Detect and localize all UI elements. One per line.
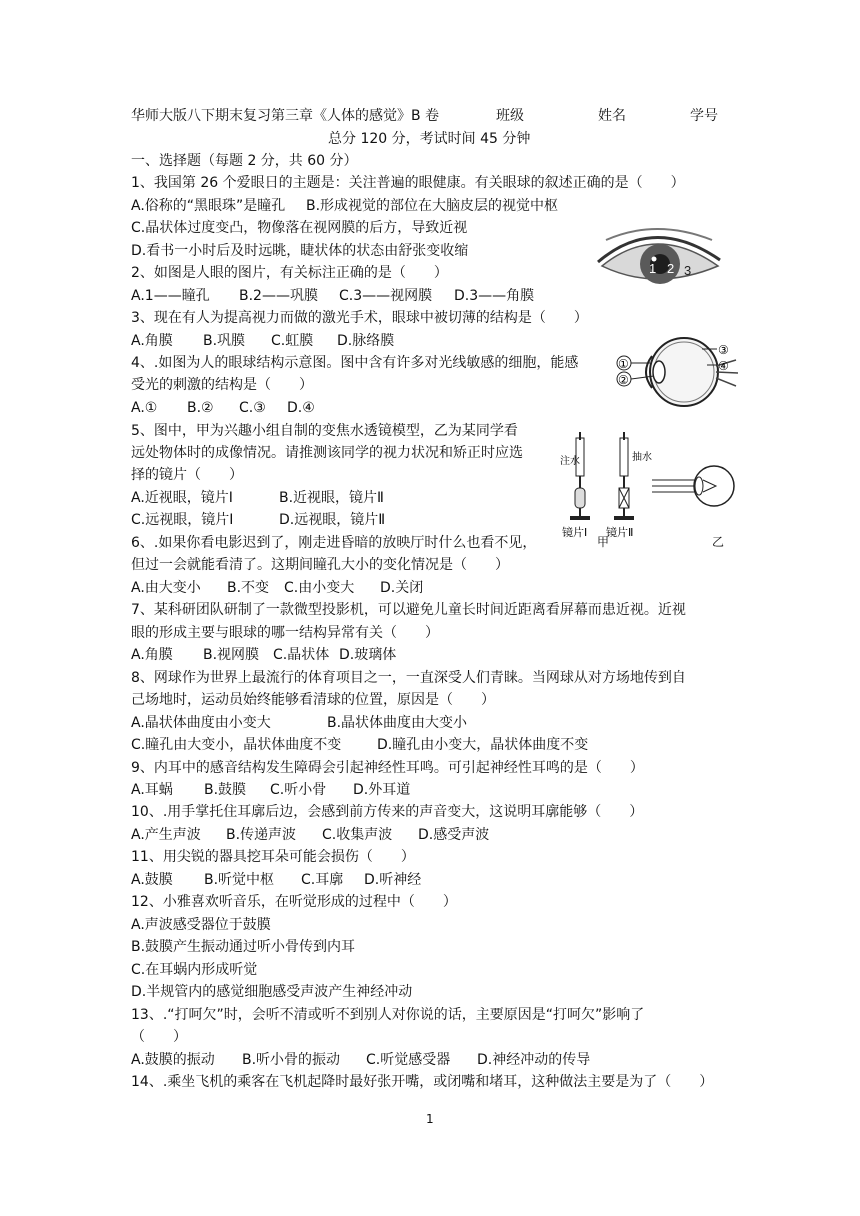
option-b: B.2——巩膜 xyxy=(239,288,318,304)
option-a: A.由大变小 xyxy=(131,580,201,596)
question-1: 1、我国第 26 个爱眼日的主题是：关注普遍的眼健康。有关眼球的叙述正确的是（ ） xyxy=(131,175,685,191)
question-3-options-row xyxy=(131,331,394,351)
option-a: A.产生声波 xyxy=(131,827,201,843)
option-d: D.神经冲动的传导 xyxy=(477,1052,591,1068)
base-2 xyxy=(614,516,634,520)
option-a: A.俗称的“黑眼珠”是瞳孔 xyxy=(131,198,286,214)
option-d: D.玻璃体 xyxy=(339,647,397,663)
question-7-cont: 眼的形成主要与眼球的哪一结构异常有关（ ） xyxy=(131,625,439,641)
name-label: 姓名 xyxy=(598,108,626,124)
struct-label-3: ③ xyxy=(718,343,729,357)
question-12: 12、小雅喜欢听音乐，在听觉形成的过程中（ ） xyxy=(131,894,457,910)
question-4: 4、.如图为人的眼球结构示意图。图中含有许多对光线敏感的细胞，能感 xyxy=(131,355,579,371)
eye-photo-figure xyxy=(596,226,724,294)
option-b: B.晶状体曲度由大变小 xyxy=(327,715,468,731)
lens-2-label: 镜片Ⅱ xyxy=(606,526,634,539)
question-9-options-row xyxy=(131,780,410,800)
eye-label-1: 1 xyxy=(649,261,657,276)
eyeball-structure-figure xyxy=(614,330,740,414)
question-4-options-row xyxy=(131,398,315,418)
struct-label-2: ② xyxy=(618,373,629,387)
option-b: B.传递声波 xyxy=(226,827,297,843)
question-7: 7、某科研团队研制了一款微型投影机，可以避免儿童长时间近距离看屏幕而患近视。近视 xyxy=(131,602,686,618)
option-c: C.由小变大 xyxy=(284,580,355,596)
extract-label: 抽水 xyxy=(632,452,652,463)
page-title: 华师大版八下期末复习第三章《人体的感觉》B 卷 xyxy=(131,108,440,124)
option-c: C.远视眼，镜片Ⅰ xyxy=(131,512,234,528)
lens xyxy=(653,361,665,383)
question-3: 3、现在有人为提高视力而做的激光手术，眼球中被切薄的结构是（ ） xyxy=(131,310,588,326)
option-c: C.耳廓 xyxy=(301,872,344,888)
lens-model-figure xyxy=(556,432,736,552)
question-6: 6、.如果你看电影迟到了，刚走进昏暗的放映厅时什么也看不见， xyxy=(131,535,537,551)
option-a: A.① xyxy=(131,400,158,416)
question-8-options-row-2 xyxy=(131,735,588,755)
option-b: B.近视眼，镜片Ⅱ xyxy=(279,490,384,506)
option-c: C.③ xyxy=(239,400,266,416)
question-14: 14、.乘坐飞机的乘客在飞机起降时最好张开嘴，或闭嘴和堵耳，这种做法主要是为了（ ） xyxy=(131,1074,714,1090)
option-a: A.近视眼，镜片Ⅰ xyxy=(131,490,233,506)
option-a: A.晶状体曲度由小变大 xyxy=(131,715,271,731)
question-13-options-row xyxy=(131,1050,590,1070)
option-b: B.鼓膜 xyxy=(204,782,247,798)
question-5-options-row-1 xyxy=(131,488,384,508)
eye-label-2: 2 xyxy=(667,261,675,276)
option-d: D.脉络膜 xyxy=(337,333,395,349)
struct-label-4: ④ xyxy=(718,359,729,373)
option-a: A.鼓膜的振动 xyxy=(131,1052,215,1068)
question-10-options-row xyxy=(131,825,489,845)
question-5-cont2: 择的镜片（ ） xyxy=(131,467,243,483)
question-6-cont: 但过一会就能看清了。这期间瞳孔大小的变化情况是（ ） xyxy=(131,557,509,573)
id-label: 学号 xyxy=(690,108,718,124)
option-d: D.听神经 xyxy=(364,872,422,888)
option-b: B.形成视觉的部位在大脑皮层的视觉中枢 xyxy=(306,198,559,214)
question-2: 2、如图是人眼的图片，有关标注正确的是（ ） xyxy=(131,265,448,281)
option-c: C.听觉感受器 xyxy=(366,1052,451,1068)
page-number: 1 xyxy=(426,1112,434,1126)
option-b: B.② xyxy=(187,400,214,416)
figure-label-jia: 甲 xyxy=(597,535,610,549)
option-c: C.晶状体 xyxy=(273,647,330,663)
section-heading: 一、选择题（每题 2 分，共 60 分） xyxy=(131,153,358,169)
lens-1-label: 镜片Ⅰ xyxy=(562,526,588,539)
option-c: C.收集声波 xyxy=(322,827,393,843)
question-1-options-row xyxy=(131,196,558,216)
option-b: B.巩膜 xyxy=(203,333,246,349)
class-label: 班级 xyxy=(496,108,524,124)
option-d: D.感受声波 xyxy=(418,827,490,843)
option-b: B.视网膜 xyxy=(203,647,260,663)
option-b: B.听小骨的振动 xyxy=(242,1052,341,1068)
struct-label-1: ① xyxy=(618,357,629,371)
option-b: B.不变 xyxy=(227,580,270,596)
option-c: C.晶状体过度变凸，物像落在视网膜的后方，导致近视 xyxy=(131,220,468,236)
question-13: 13、.“打呵欠”时，会听不清或听不到别人对你说的话，主要原因是“打呵欠”影响了 xyxy=(131,1007,645,1023)
question-5-cont: 远处物体时的成像情况。请推测该同学的视力状况和矫正时应选 xyxy=(131,445,523,461)
question-8: 8、网球作为世界上最流行的体育项目之一，一直深受人们青睐。当网球从对方场地传到自 xyxy=(131,670,686,686)
question-5: 5、图中，甲为兴趣小组自制的变焦水透镜模型，乙为某同学看 xyxy=(131,423,518,439)
option-c: C.在耳蜗内形成听觉 xyxy=(131,962,258,978)
option-a: A.耳蜗 xyxy=(131,782,173,798)
option-c: C.3——视网膜 xyxy=(339,288,433,304)
question-5-options-row-2 xyxy=(131,510,385,530)
option-a: A.1——瞳孔 xyxy=(131,288,210,304)
question-8-options-row-1 xyxy=(131,713,467,733)
question-9: 9、内耳中的感音结构发生障碍会引起神经性耳鸣。可引起神经性耳鸣的是（ ） xyxy=(131,760,644,776)
option-b: B.鼓膜产生振动通过听小骨传到内耳 xyxy=(131,939,356,955)
option-a: A.角膜 xyxy=(131,333,173,349)
option-a: A.声波感受器位于鼓膜 xyxy=(131,917,271,933)
option-c: C.虹膜 xyxy=(271,333,314,349)
option-d: D.3——角膜 xyxy=(454,288,535,304)
option-d: D.关闭 xyxy=(380,580,424,596)
lens-1-body xyxy=(575,488,585,508)
question-2-options-row xyxy=(131,286,534,306)
question-11-options-row xyxy=(131,870,421,890)
option-c: C.瞳孔由大变小，晶状体曲度不变 xyxy=(131,737,342,753)
option-d: D.④ xyxy=(287,400,315,416)
option-b: B.听觉中枢 xyxy=(204,872,275,888)
page-subtitle: 总分 120 分，考试时间 45 分钟 xyxy=(328,131,531,147)
option-d: D.远视眼，镜片Ⅱ xyxy=(279,512,386,528)
inject-label-1: 注水 xyxy=(560,456,580,467)
question-6-options-row xyxy=(131,578,423,598)
syringe-2 xyxy=(620,438,628,476)
option-a: A.鼓膜 xyxy=(131,872,173,888)
option-d: D.外耳道 xyxy=(353,782,411,798)
question-4-cont: 受光的刺激的结构是（ ） xyxy=(131,377,313,393)
figure-label-yi: 乙 xyxy=(712,535,725,549)
question-13-cont: （ ） xyxy=(131,1029,187,1045)
question-11: 11、用尖锐的器具挖耳朵可能会损伤（ ） xyxy=(131,849,415,865)
question-8-cont: 己场地时，运动员始终能够看清球的位置，原因是（ ） xyxy=(131,692,495,708)
option-d: D.看书一小时后及时远眺，睫状体的状态由舒张变收缩 xyxy=(131,243,469,259)
eye-label-3: 3 xyxy=(684,263,692,278)
option-c: C.听小骨 xyxy=(270,782,327,798)
option-d: D.瞳孔由小变大，晶状体曲度不变 xyxy=(377,737,589,753)
option-a: A.角膜 xyxy=(131,647,173,663)
lens-yi xyxy=(695,477,703,495)
question-10: 10、.用手掌托住耳廓后边，会感到前方传来的声音变大，这说明耳廓能够（ ） xyxy=(131,804,644,820)
base-1 xyxy=(570,516,590,520)
question-7-options-row xyxy=(131,645,396,665)
option-d: D.半规管内的感觉细胞感受声波产生神经冲动 xyxy=(131,984,413,1000)
